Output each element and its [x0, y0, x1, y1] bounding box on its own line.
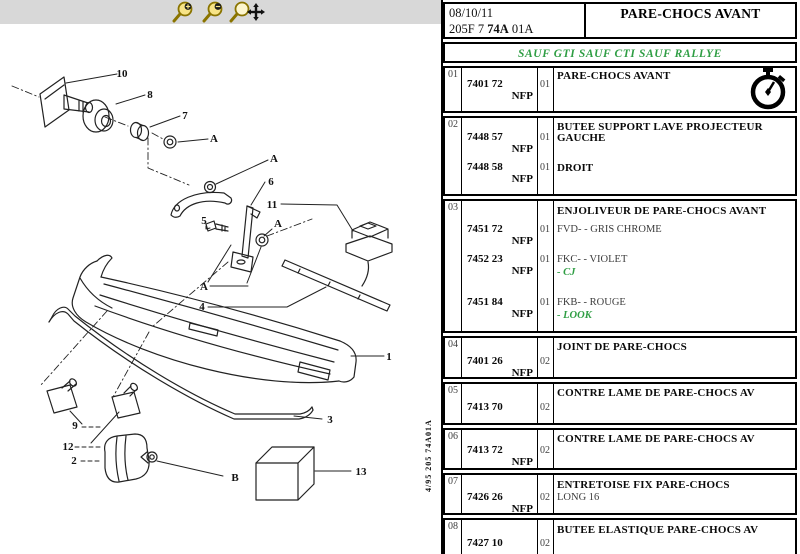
nfp-flag: NFP — [511, 173, 533, 185]
diagram-callout-6: 6 — [268, 176, 274, 188]
column-divider — [461, 520, 462, 554]
quantity: 02 — [540, 538, 550, 549]
quantity: 01 — [540, 224, 550, 235]
part-description: CONTRE LAME DE PARE-CHOCS AV — [557, 387, 755, 399]
diagram-callout-11: 11 — [266, 199, 278, 211]
diagram-callout-A: A — [200, 281, 208, 293]
column-divider — [461, 338, 462, 377]
row-index: 06 — [448, 431, 458, 442]
column-divider — [553, 201, 554, 331]
column-divider — [461, 118, 462, 194]
diagram-callout-A: A — [270, 153, 278, 165]
variant-description: LONG 16 — [557, 492, 600, 503]
table-row — [443, 518, 797, 554]
table-row — [443, 66, 797, 113]
column-divider — [537, 384, 538, 423]
part-description: CONTRE LAME DE PARE-CHOCS AV — [557, 433, 755, 445]
column-divider — [553, 384, 554, 423]
column-divider — [537, 430, 538, 468]
diagram-callout-2: 2 — [71, 455, 77, 467]
column-divider — [553, 520, 554, 554]
nfp-flag: NFP — [511, 367, 533, 379]
row-index: 02 — [448, 119, 458, 130]
part-reference: 7413 72 — [467, 444, 503, 456]
column-divider — [553, 475, 554, 513]
row-index: 05 — [448, 385, 458, 396]
quantity: 02 — [540, 356, 550, 367]
diagram-callout-A: A — [274, 218, 282, 230]
column-divider — [537, 338, 538, 377]
column-divider — [537, 68, 538, 111]
row-index: 04 — [448, 339, 458, 350]
page-header — [443, 2, 797, 39]
column-divider — [537, 475, 538, 513]
part-reference: 7451 72 — [467, 223, 503, 235]
column-divider — [553, 68, 554, 111]
part-reference: 7426 26 — [467, 491, 503, 503]
quantity: 01 — [540, 254, 550, 265]
variant-description: DROIT — [557, 162, 594, 174]
quantity: 02 — [540, 402, 550, 413]
nfp-flag: NFP — [511, 90, 533, 102]
title-cell — [586, 4, 795, 37]
row-index: 01 — [448, 69, 458, 80]
row-index: 08 — [448, 521, 458, 532]
document-reference — [449, 21, 580, 37]
doc-ref-family: 74A — [487, 22, 509, 36]
variant-note: - CJ — [557, 267, 576, 278]
part-description: ENJOLIVEUR DE PARE-CHOCS AVANT — [557, 205, 767, 217]
parts-table-panel — [441, 0, 800, 554]
table-row — [443, 336, 797, 379]
table-row — [443, 382, 797, 425]
page-title: PARE-CHOCS AVANT — [620, 6, 761, 21]
quantity: 01 — [540, 297, 550, 308]
diagram-callout-13: 13 — [355, 466, 367, 478]
table-row — [443, 116, 797, 196]
diagram-callout-9: 9 — [72, 420, 78, 432]
zoom-out-icon[interactable] — [198, 1, 228, 23]
column-divider — [461, 430, 462, 468]
part-reference: 7448 58 — [467, 161, 503, 173]
parts-rows — [443, 66, 797, 554]
part-reference: 7413 70 — [467, 401, 503, 413]
part-description: BUTEE ELASTIQUE PARE-CHOCS AV — [557, 524, 759, 536]
nfp-flag: NFP — [511, 143, 533, 155]
quantity: 01 — [540, 132, 550, 143]
table-row — [443, 473, 797, 515]
nfp-flag: NFP — [511, 456, 533, 468]
table-row — [443, 199, 797, 333]
diagram-callout-7: 7 — [182, 110, 188, 122]
nfp-flag: NFP — [511, 265, 533, 277]
diagram-callout-4: 4 — [199, 301, 205, 313]
part-reference: 7452 23 — [467, 253, 503, 265]
nfp-flag: NFP — [511, 235, 533, 247]
column-divider — [537, 201, 538, 331]
quantity: 01 — [540, 162, 550, 173]
diagram-callout-12: 12 — [62, 441, 74, 453]
row-index: 07 — [448, 476, 458, 487]
zoom-in-icon[interactable] — [168, 1, 198, 23]
diagram-callout-1: 1 — [386, 351, 392, 363]
quantity: 02 — [540, 492, 550, 503]
column-divider — [537, 520, 538, 554]
doc-ref-suffix: 01A — [508, 22, 534, 36]
variant-note: - LOOK — [557, 310, 592, 321]
column-divider — [461, 68, 462, 111]
column-divider — [537, 118, 538, 194]
document-date: 08/10/11 — [449, 6, 493, 20]
part-reference: 7401 72 — [467, 78, 503, 90]
diagram-side-code: 4/95 205 74A01A — [424, 419, 433, 492]
part-reference: 7401 26 — [467, 355, 503, 367]
column-divider — [461, 475, 462, 513]
part-description: PARE-CHOCS AVANT — [557, 70, 671, 82]
diagram-callout-5: 5 — [201, 215, 207, 227]
nfp-flag: NFP — [511, 503, 533, 515]
variant-description: FVD- - GRIS CHROME — [557, 224, 662, 235]
document-reference-cell — [445, 4, 586, 37]
diagram-callout-B: B — [231, 472, 239, 484]
variant-description: FKB- - ROUGE — [557, 297, 626, 308]
zoom-pan-icon[interactable] — [228, 1, 266, 23]
part-description: JOINT DE PARE-CHOCS — [557, 341, 687, 353]
column-divider — [461, 384, 462, 423]
part-reference: 7448 57 — [467, 131, 503, 143]
column-divider — [553, 118, 554, 194]
row-index: 03 — [448, 202, 458, 213]
column-divider — [553, 430, 554, 468]
viewer-toolbar — [0, 0, 441, 24]
stopwatch-icon — [742, 68, 794, 113]
nfp-flag: NFP — [511, 308, 533, 320]
diagram-callouts — [63, 68, 392, 484]
applicability-text: SAUF GTI SAUF CTI SAUF RALLYE — [518, 48, 722, 60]
quantity: 01 — [540, 79, 550, 90]
diagram-callout-10: 10 — [116, 68, 128, 80]
diagram-callout-8: 8 — [147, 89, 153, 101]
table-row — [443, 428, 797, 470]
part-description: ENTRETOISE FIX PARE-CHOCS — [557, 479, 730, 491]
variant-description: FKC- - VIOLET — [557, 254, 628, 265]
variant-description: GAUCHE — [557, 132, 606, 144]
part-description: BUTEE SUPPORT LAVE PROJECTEUR — [557, 121, 763, 133]
diagram-callout-3: 3 — [327, 414, 333, 426]
diagram-callout-A: A — [210, 133, 218, 145]
column-divider — [461, 201, 462, 331]
column-divider — [553, 338, 554, 377]
part-reference: 7427 10 — [467, 537, 503, 549]
quantity: 02 — [540, 445, 550, 456]
applicability-banner — [443, 42, 797, 63]
part-reference: 7451 84 — [467, 296, 503, 308]
doc-ref-prefix: 205F 7 — [449, 22, 488, 36]
